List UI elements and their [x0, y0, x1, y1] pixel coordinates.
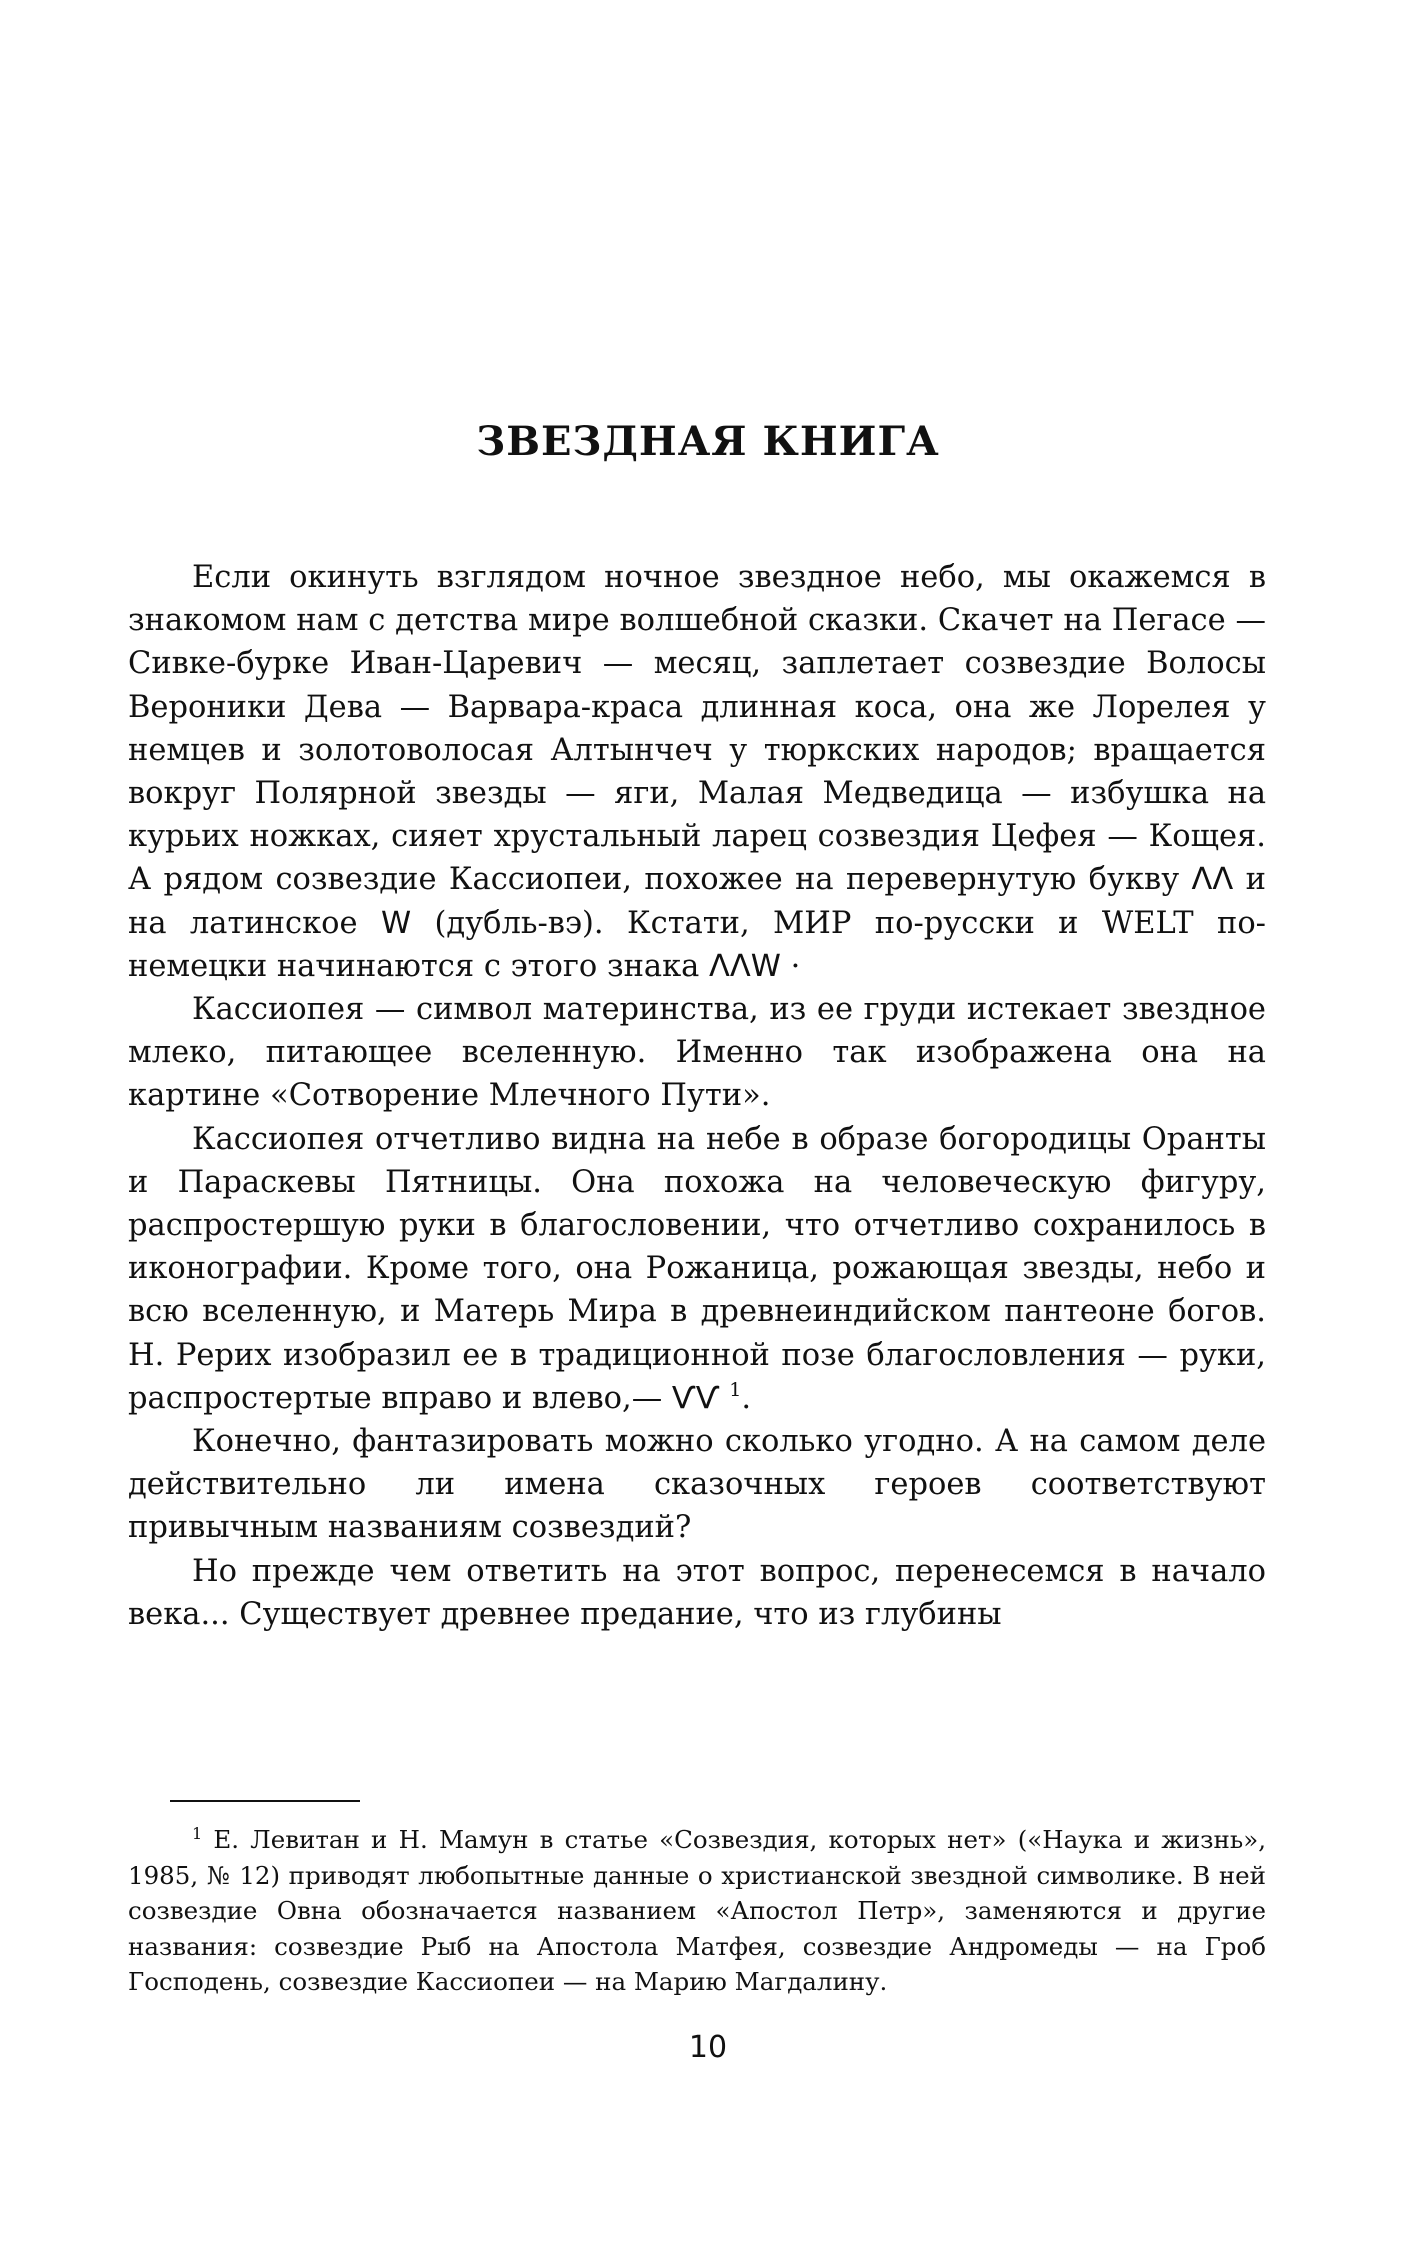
- footnote: [128, 1822, 1266, 2000]
- paragraph-1-part-d: ·: [790, 948, 801, 984]
- footnote-mark: 1: [192, 1824, 203, 1843]
- paragraph-5: Но прежде чем ответить на этот вопрос, перенесемся в начало века... Существует древнее предание, что из глубины: [128, 1553, 1266, 1632]
- paragraph-3: [128, 1118, 1266, 1420]
- page-number: 10: [688, 2030, 728, 2065]
- paragraph-4: Конечно, фантазировать можно сколько угодно. А на самом деле действительно ли имена сказочных героев соответствуют привычным названиям созвездий?: [128, 1424, 1266, 1546]
- footnote-reference: 1: [729, 1378, 742, 1401]
- paragraph-3-end: .: [741, 1380, 752, 1416]
- paragraph-3-part-a: Кассиопея отчетливо видна на небе в образе богородицы Оранты и Параскевы Пятницы. Она похожа на человеческую фигуру, распростершую руки в благословении, что отчетливо сохранилось в иконографии. Кроме того, она Рожаница, рожающая звезды, небо и всю вселенную, и Матерь Мира в древнеиндийском пантеоне богов. Н. Рерих изобразил ее в традиционной позе благословления — руки, распростертые вправо и влево,—: [128, 1121, 1266, 1416]
- latin-w-glyph: W: [380, 905, 412, 941]
- paragraph-1-part-c: (дубль-вэ). Кстати, МИР по-русски и WELT по-немецки начинаются с этого знака: [128, 905, 1266, 984]
- paragraph-1-part-b: и на латинское: [128, 862, 1266, 941]
- inverted-m-glyph: ΛΛ: [1191, 862, 1234, 898]
- main-text: [128, 556, 1266, 1636]
- footnote-text: Е. Левитан и Н. Мамун в статье «Созвездия, которых нет» («Наука и жизнь», 1985, № 12) приводят любопытные данные о христианской звездной символике. В ней созвездие Овна обозначается названием «Апостол Петр», заменяются и другие названия: созвездие Рыб на Апостола Матфея, созвездие Андромеды — на Гроб Господень, созвездие Кассиопеи — на Марию Магдалину.: [128, 1825, 1266, 1996]
- paragraph-1-part-a: Если окинуть взглядом ночное звездное небо, мы окажемся в знакомом нам с детства мире волшебной сказки. Скачет на Пегасе — Сивке-бурке Иван-Царевич — месяц, заплетает созвездие Волосы Вероники Дева — Варвара-краса длинная коса, она же Лорелея у немцев и золотоволосая Алтынчеч у тюркских народов; вращается вокруг Полярной звезды — яги, Малая Медведица — избушка на курьих ножках, сияет хрустальный ларец созвездия Цефея — Кощея. А рядом созвездие Кассиопеи, похожее на перевернутую букву: [128, 560, 1266, 898]
- paragraph-2: Кассиопея — символ материнства, из ее груди истекает звездное млеко, питающее вселенную. Именно так изображена она на картине «Сотворение Млечного Пути».: [128, 992, 1266, 1114]
- blessing-glyph: ѴѴ: [671, 1380, 720, 1416]
- footnote-divider: [170, 1800, 360, 1802]
- paragraph-1: [128, 556, 1266, 988]
- mw-glyph: ΛΛW: [709, 948, 781, 984]
- chapter-title: ЗВЕЗДНАЯ КНИГА: [476, 418, 940, 465]
